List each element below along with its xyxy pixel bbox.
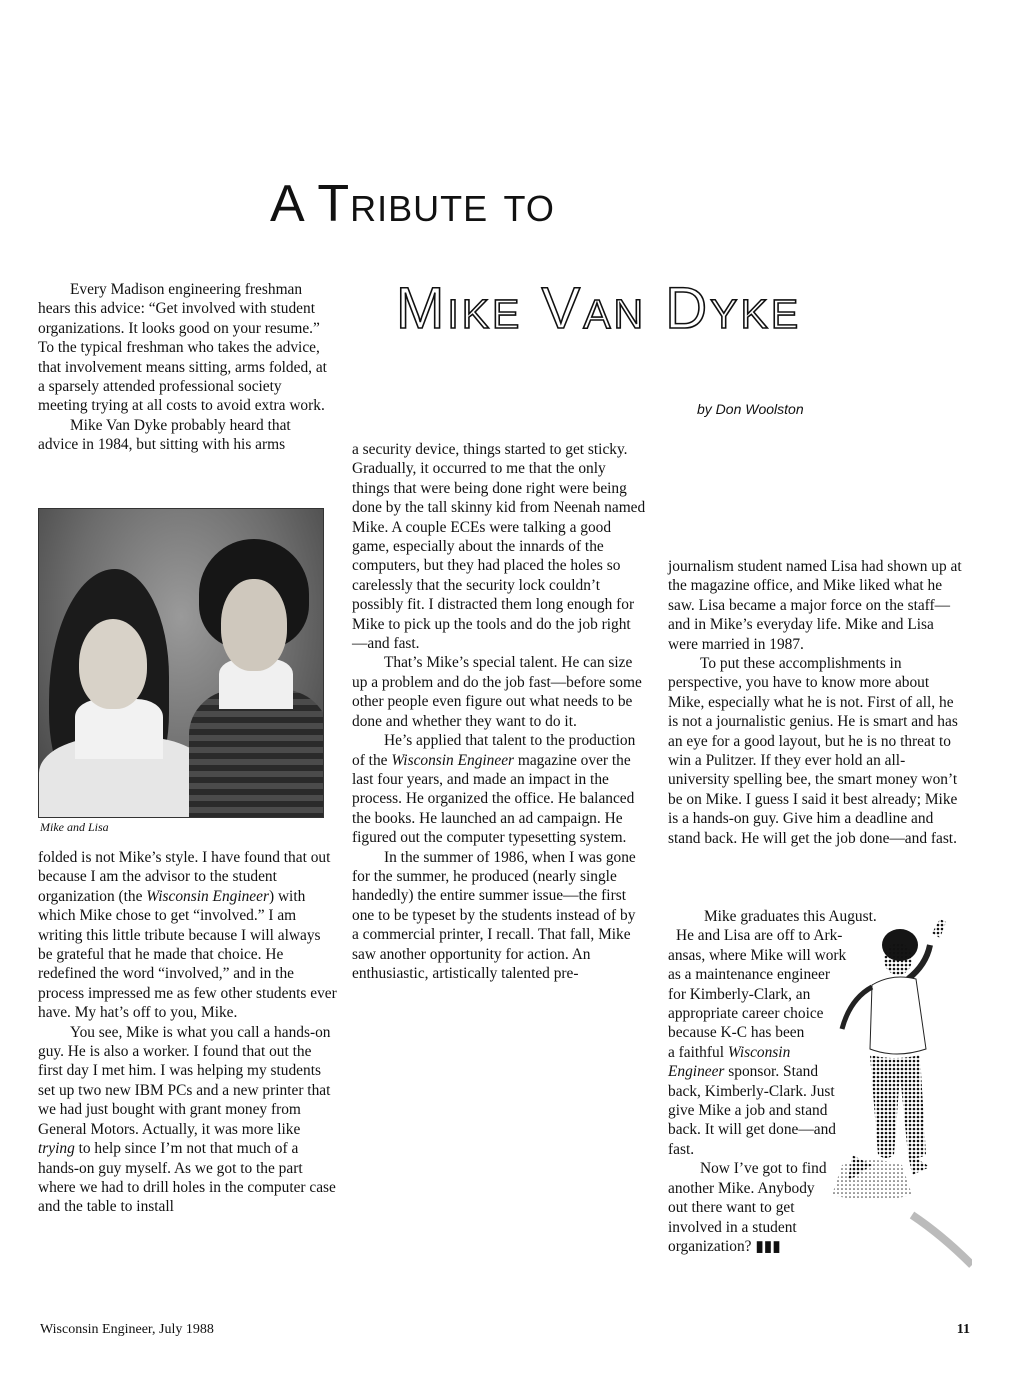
halftone-figure-illustration [812,915,972,1277]
text-line: another Mike. Anybody [668,1179,815,1197]
paragraph: He’s applied that talent to the production of the Wisconsin Engineer magazine over the last four years, and made an impact in the process. He organized the office. He balanced the books. He launched an ad campaign. He figured out the computer typesetting system. [352,732,636,847]
text-line: He and Lisa are off to Ark- [676,927,843,945]
text-line: appropriate career choice [668,1005,824,1023]
text-line: give Mike a job and stand [668,1102,828,1120]
paragraph: journalism student named Lisa had shown up at the magazine office, and Mike liked what he saw. Lisa became a major force on the staff—and in Mike’s everyday life. Mike and Lisa were married in 1987. [668,558,962,653]
paragraph: Mike Van Dyke probably heard that advice in 1984, but sitting with his arms [38,416,291,454]
article-title-line1: A Tribute to [270,175,555,233]
paragraph: Every Madison engineering freshman hears this advice: “Get involved with student organizations. It looks good on your resume.” To the typical freshman who takes the advice, that involvement means sitting, arms folded, at a sparsely attended professional society meeting trying at all costs to avoid extra work. [38,281,327,415]
text-line: back. It will get done—and [668,1121,836,1139]
column-1-bottom [38,848,338,1217]
column-2 [352,440,646,983]
paragraph: To put these accomplishments in perspective, you have to know more about Mike, especially what he is not. First of all, he is not a journalistic genius. He is smart and has an eye for a good layout, but he is no threat to win a Pulitzer. If they ever hold an all-university spelling bee, the smart money won’t be on Mike. I guess I said it best already; Mike is a hands-on guy. Give him a deadline and stand back. He will get the job done—and fast. [668,655,958,847]
text-line: back, Kimberly-Clark. Just [668,1082,835,1100]
column-1-top [38,280,330,455]
text-line: Mike graduates this August. [704,908,877,925]
paragraph: In the summer of 1986, when I was gone for the summer, he produced (nearly single handedly) the entire summer issue—the first one to be typeset by the students instead of by a commercial printer, I recall. That fall, Mike saw another opportunity for action. An enthusiastic, artistically talented pre- [352,848,636,982]
text-line: Now I’ve got to find [700,1160,827,1178]
paragraph: You see, Mike is what you call a hands-on guy. He is also a worker. I found that out the first day I met him. I was helping my students set up two new IBM PCs and a new printer that we had just bought with grant money from General Motors. Actually, it was more like trying to help since I’m not that much of a hands-on guy myself. As we got to the part where we had to drill holes in the computer case and the table to install [38,1023,336,1216]
couple-photo [38,508,324,818]
column-3-top [668,557,964,848]
page-number: 11 [956,1322,970,1337]
text-line: involved in a student [668,1218,797,1236]
text-line: ansas, where Mike will work [668,946,847,964]
text-line: for Kimberly-Clark, an [668,985,811,1003]
paragraph: a security device, things started to get sticky. Gradually, it occurred to me that the only things that were being done right were being done by the tall skinny kid from Neenah named Mike. A couple ECEs were talking a good game, especially about the innards of the computers, but they had placed the holes so carelessly that the security lock couldn’t possibly fit. I distracted them long enough for Mike to pick up the tools and do the job right—and fast. [352,441,646,653]
text-line: Engineer sponsor. Stand [668,1063,819,1081]
text-line: as a maintenance engineer [668,966,830,984]
text-line: out there want to get [668,1199,795,1217]
byline: by Don Woolston [697,401,804,417]
paragraph: folded is not Mike’s style. I have found that out because I am the advisor to the student organization (the Wisconsin Engineer) with which Mike chose to get “involved.” I am writing this little tribute because I will always be grateful that he made that choice. He redefined the word “involved,” and in the process impressed me as few other students ever have. My hat’s off to you, Mike. [38,849,337,1022]
paragraph: That’s Mike’s special talent. He can size up a problem and do the job fast—before some other people even figure out what needs to be done and whether they want to do it. [352,654,642,730]
text-line: a faithful Wisconsin [668,1043,791,1061]
article-title-line2: Mike Van Dyke [396,276,802,341]
text-line: fast. [668,1140,695,1158]
footer-publication: Wisconsin Engineer, July 1988 [40,1322,214,1337]
photo-caption: Mike and Lisa [40,820,109,834]
text-line: organization? ▮▮▮ [668,1237,781,1255]
text-line: because K-C has been [668,1024,805,1042]
